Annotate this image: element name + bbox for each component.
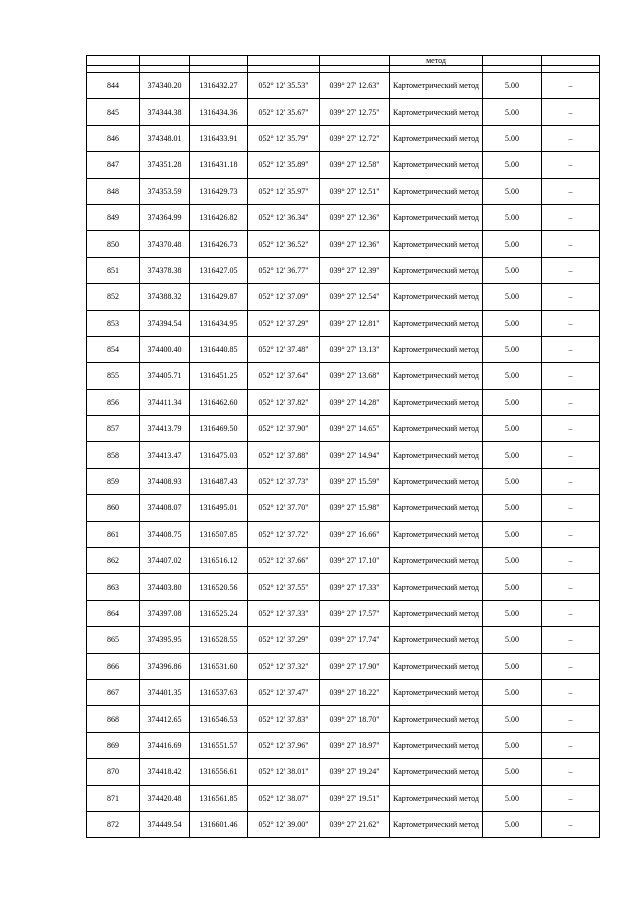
accuracy-cell: 5.00 <box>483 73 542 99</box>
note-cell: – <box>542 178 600 204</box>
method-cell: Картометрический метод <box>390 284 483 310</box>
y-coordinate-cell: 1316426.73 <box>190 231 248 257</box>
point-number-cell: 860 <box>87 495 140 521</box>
longitude-cell: 039° 27' 12.63" <box>320 73 390 99</box>
table-cell <box>320 66 390 73</box>
point-number-cell: 867 <box>87 679 140 705</box>
table-cell <box>542 56 600 66</box>
x-coordinate-cell: 374408.93 <box>140 468 190 494</box>
method-cell: Картометрический метод <box>390 204 483 230</box>
accuracy-cell: 5.00 <box>483 389 542 415</box>
y-coordinate-cell: 1316531.60 <box>190 653 248 679</box>
longitude-cell: 039° 27' 13.68" <box>320 363 390 389</box>
longitude-cell: 039° 27' 17.90" <box>320 653 390 679</box>
table-row <box>87 600 600 626</box>
method-cell-fragment: метод <box>390 56 483 66</box>
note-cell: – <box>542 257 600 283</box>
longitude-cell: 039° 27' 18.70" <box>320 706 390 732</box>
latitude-cell: 052° 12' 37.72" <box>248 521 320 547</box>
note-cell: – <box>542 600 600 626</box>
y-coordinate-cell: 1316556.61 <box>190 759 248 785</box>
y-coordinate-cell: 1316551.57 <box>190 732 248 758</box>
longitude-cell: 039° 27' 21.62" <box>320 811 390 837</box>
latitude-cell: 052° 12' 36.34" <box>248 204 320 230</box>
note-cell: – <box>542 125 600 151</box>
accuracy-cell: 5.00 <box>483 653 542 679</box>
point-number-cell: 847 <box>87 152 140 178</box>
method-cell: Картометрический метод <box>390 759 483 785</box>
latitude-cell: 052° 12' 37.96" <box>248 732 320 758</box>
table-cell <box>390 66 483 73</box>
note-cell: – <box>542 679 600 705</box>
table-row <box>87 99 600 125</box>
table-row <box>87 811 600 837</box>
table-row <box>87 284 600 310</box>
x-coordinate-cell: 374378.38 <box>140 257 190 283</box>
y-coordinate-cell: 1316537.63 <box>190 679 248 705</box>
longitude-cell: 039° 27' 12.54" <box>320 284 390 310</box>
latitude-cell: 052° 12' 39.00" <box>248 811 320 837</box>
y-coordinate-cell: 1316469.50 <box>190 416 248 442</box>
y-coordinate-cell: 1316528.55 <box>190 627 248 653</box>
point-number-cell: 851 <box>87 257 140 283</box>
longitude-cell: 039° 27' 17.33" <box>320 574 390 600</box>
column-number-row <box>87 66 600 73</box>
x-coordinate-cell: 374413.79 <box>140 416 190 442</box>
accuracy-cell: 5.00 <box>483 468 542 494</box>
y-coordinate-cell: 1316440.85 <box>190 336 248 362</box>
x-coordinate-cell: 374418.42 <box>140 759 190 785</box>
y-coordinate-cell: 1316507.85 <box>190 521 248 547</box>
y-coordinate-cell: 1316520.56 <box>190 574 248 600</box>
note-cell: – <box>542 99 600 125</box>
latitude-cell: 052° 12' 37.09" <box>248 284 320 310</box>
note-cell: – <box>542 785 600 811</box>
note-cell: – <box>542 389 600 415</box>
table-cell <box>190 66 248 73</box>
table-row <box>87 178 600 204</box>
y-coordinate-cell: 1316434.95 <box>190 310 248 336</box>
y-coordinate-cell: 1316426.82 <box>190 204 248 230</box>
point-number-cell: 864 <box>87 600 140 626</box>
longitude-cell: 039° 27' 18.97" <box>320 732 390 758</box>
table-cell <box>87 56 140 66</box>
accuracy-cell: 5.00 <box>483 759 542 785</box>
x-coordinate-cell: 374370.48 <box>140 231 190 257</box>
latitude-cell: 052° 12' 37.90" <box>248 416 320 442</box>
point-number-cell: 865 <box>87 627 140 653</box>
method-cell: Картометрический метод <box>390 442 483 468</box>
note-cell: – <box>542 548 600 574</box>
x-coordinate-cell: 374394.54 <box>140 310 190 336</box>
point-number-cell: 863 <box>87 574 140 600</box>
note-cell: – <box>542 442 600 468</box>
point-number-cell: 869 <box>87 732 140 758</box>
accuracy-cell: 5.00 <box>483 363 542 389</box>
note-cell: – <box>542 811 600 837</box>
note-cell: – <box>542 759 600 785</box>
x-coordinate-cell: 374449.54 <box>140 811 190 837</box>
table-row <box>87 257 600 283</box>
table-cell <box>483 66 542 73</box>
method-cell: Картометрический метод <box>390 653 483 679</box>
method-cell: Картометрический метод <box>390 73 483 99</box>
latitude-cell: 052° 12' 37.66" <box>248 548 320 574</box>
latitude-cell: 052° 12' 36.77" <box>248 257 320 283</box>
longitude-cell: 039° 27' 12.58" <box>320 152 390 178</box>
longitude-cell: 039° 27' 16.66" <box>320 521 390 547</box>
y-coordinate-cell: 1316495.01 <box>190 495 248 521</box>
latitude-cell: 052° 12' 35.89" <box>248 152 320 178</box>
table-row <box>87 73 600 99</box>
point-number-cell: 868 <box>87 706 140 732</box>
table-row <box>87 495 600 521</box>
y-coordinate-cell: 1316433.91 <box>190 125 248 151</box>
latitude-cell: 052° 12' 37.83" <box>248 706 320 732</box>
y-coordinate-cell: 1316451.25 <box>190 363 248 389</box>
x-coordinate-cell: 374397.08 <box>140 600 190 626</box>
y-coordinate-cell: 1316601.46 <box>190 811 248 837</box>
point-number-cell: 859 <box>87 468 140 494</box>
accuracy-cell: 5.00 <box>483 178 542 204</box>
table-cell <box>483 56 542 66</box>
accuracy-cell: 5.00 <box>483 706 542 732</box>
latitude-cell: 052° 12' 35.67" <box>248 99 320 125</box>
point-number-cell: 862 <box>87 548 140 574</box>
table-body <box>87 56 600 838</box>
longitude-cell: 039° 27' 14.28" <box>320 389 390 415</box>
table-row <box>87 389 600 415</box>
x-coordinate-cell: 374416.69 <box>140 732 190 758</box>
table-row <box>87 653 600 679</box>
latitude-cell: 052° 12' 37.29" <box>248 310 320 336</box>
method-cell: Картометрический метод <box>390 310 483 336</box>
longitude-cell: 039° 27' 14.94" <box>320 442 390 468</box>
latitude-cell: 052° 12' 37.82" <box>248 389 320 415</box>
table-row <box>87 679 600 705</box>
point-number-cell: 852 <box>87 284 140 310</box>
longitude-cell: 039° 27' 12.72" <box>320 125 390 151</box>
table-row <box>87 706 600 732</box>
method-cell: Картометрический метод <box>390 521 483 547</box>
table-row <box>87 363 600 389</box>
x-coordinate-cell: 374348.01 <box>140 125 190 151</box>
point-number-cell: 858 <box>87 442 140 468</box>
x-coordinate-cell: 374411.34 <box>140 389 190 415</box>
accuracy-cell: 5.00 <box>483 548 542 574</box>
longitude-cell: 039° 27' 13.13" <box>320 336 390 362</box>
accuracy-cell: 5.00 <box>483 125 542 151</box>
accuracy-cell: 5.00 <box>483 257 542 283</box>
table-row <box>87 627 600 653</box>
method-cell: Картометрический метод <box>390 706 483 732</box>
table-row <box>87 574 600 600</box>
accuracy-cell: 5.00 <box>483 679 542 705</box>
point-number-cell: 856 <box>87 389 140 415</box>
note-cell: – <box>542 73 600 99</box>
note-cell: – <box>542 706 600 732</box>
longitude-cell: 039° 27' 12.39" <box>320 257 390 283</box>
x-coordinate-cell: 374401.35 <box>140 679 190 705</box>
point-number-cell: 853 <box>87 310 140 336</box>
x-coordinate-cell: 374351.28 <box>140 152 190 178</box>
latitude-cell: 052° 12' 37.47" <box>248 679 320 705</box>
method-cell: Картометрический метод <box>390 732 483 758</box>
method-cell: Картометрический метод <box>390 363 483 389</box>
method-cell: Картометрический метод <box>390 231 483 257</box>
table-cell <box>140 56 190 66</box>
method-cell: Картометрический метод <box>390 125 483 151</box>
x-coordinate-cell: 374412.65 <box>140 706 190 732</box>
note-cell: – <box>542 310 600 336</box>
longitude-cell: 039° 27' 18.22" <box>320 679 390 705</box>
table-row <box>87 468 600 494</box>
note-cell: – <box>542 627 600 653</box>
accuracy-cell: 5.00 <box>483 204 542 230</box>
method-cell: Картометрический метод <box>390 99 483 125</box>
continuation-row <box>87 56 600 66</box>
note-cell: – <box>542 204 600 230</box>
accuracy-cell: 5.00 <box>483 284 542 310</box>
y-coordinate-cell: 1316429.73 <box>190 178 248 204</box>
x-coordinate-cell: 374420.48 <box>140 785 190 811</box>
table-row <box>87 231 600 257</box>
point-number-cell: 866 <box>87 653 140 679</box>
y-coordinate-cell: 1316431.18 <box>190 152 248 178</box>
longitude-cell: 039° 27' 14.65" <box>320 416 390 442</box>
x-coordinate-cell: 374344.38 <box>140 99 190 125</box>
table-row <box>87 125 600 151</box>
method-cell: Картометрический метод <box>390 548 483 574</box>
point-number-cell: 849 <box>87 204 140 230</box>
longitude-cell: 039° 27' 15.98" <box>320 495 390 521</box>
table-row <box>87 204 600 230</box>
longitude-cell: 039° 27' 17.74" <box>320 627 390 653</box>
point-number-cell: 855 <box>87 363 140 389</box>
table-row <box>87 442 600 468</box>
note-cell: – <box>542 152 600 178</box>
longitude-cell: 039° 27' 17.10" <box>320 548 390 574</box>
y-coordinate-cell: 1316432.27 <box>190 73 248 99</box>
point-number-cell: 870 <box>87 759 140 785</box>
y-coordinate-cell: 1316487.43 <box>190 468 248 494</box>
longitude-cell: 039° 27' 12.36" <box>320 204 390 230</box>
y-coordinate-cell: 1316475.03 <box>190 442 248 468</box>
y-coordinate-cell: 1316429.87 <box>190 284 248 310</box>
point-number-cell: 846 <box>87 125 140 151</box>
x-coordinate-cell: 374407.02 <box>140 548 190 574</box>
latitude-cell: 052° 12' 37.32" <box>248 653 320 679</box>
latitude-cell: 052° 12' 37.48" <box>248 336 320 362</box>
latitude-cell: 052° 12' 35.53" <box>248 73 320 99</box>
point-number-cell: 850 <box>87 231 140 257</box>
method-cell: Картометрический метод <box>390 416 483 442</box>
method-cell: Картометрический метод <box>390 468 483 494</box>
x-coordinate-cell: 374400.40 <box>140 336 190 362</box>
note-cell: – <box>542 653 600 679</box>
accuracy-cell: 5.00 <box>483 99 542 125</box>
method-cell: Картометрический метод <box>390 178 483 204</box>
latitude-cell: 052° 12' 37.33" <box>248 600 320 626</box>
method-cell: Картометрический метод <box>390 679 483 705</box>
note-cell: – <box>542 336 600 362</box>
note-cell: – <box>542 468 600 494</box>
latitude-cell: 052° 12' 37.55" <box>248 574 320 600</box>
latitude-cell: 052° 12' 37.73" <box>248 468 320 494</box>
point-number-cell: 845 <box>87 99 140 125</box>
table-row <box>87 732 600 758</box>
y-coordinate-cell: 1316546.53 <box>190 706 248 732</box>
y-coordinate-cell: 1316462.60 <box>190 389 248 415</box>
x-coordinate-cell: 374408.07 <box>140 495 190 521</box>
accuracy-cell: 5.00 <box>483 811 542 837</box>
table-cell <box>248 56 320 66</box>
x-coordinate-cell: 374364.99 <box>140 204 190 230</box>
x-coordinate-cell: 374388.32 <box>140 284 190 310</box>
point-number-cell: 854 <box>87 336 140 362</box>
point-number-cell: 861 <box>87 521 140 547</box>
latitude-cell: 052° 12' 37.88" <box>248 442 320 468</box>
longitude-cell: 039° 27' 19.51" <box>320 785 390 811</box>
method-cell: Картометрический метод <box>390 257 483 283</box>
note-cell: – <box>542 363 600 389</box>
longitude-cell: 039° 27' 17.57" <box>320 600 390 626</box>
method-cell: Картометрический метод <box>390 336 483 362</box>
table-cell <box>320 56 390 66</box>
accuracy-cell: 5.00 <box>483 152 542 178</box>
y-coordinate-cell: 1316525.24 <box>190 600 248 626</box>
longitude-cell: 039° 27' 12.75" <box>320 99 390 125</box>
latitude-cell: 052° 12' 38.07" <box>248 785 320 811</box>
table-row <box>87 310 600 336</box>
accuracy-cell: 5.00 <box>483 231 542 257</box>
y-coordinate-cell: 1316427.05 <box>190 257 248 283</box>
y-coordinate-cell: 1316434.36 <box>190 99 248 125</box>
table-row <box>87 759 600 785</box>
table-row <box>87 548 600 574</box>
table-row <box>87 152 600 178</box>
point-number-cell: 844 <box>87 73 140 99</box>
method-cell: Картометрический метод <box>390 495 483 521</box>
x-coordinate-cell: 374340.20 <box>140 73 190 99</box>
accuracy-cell: 5.00 <box>483 785 542 811</box>
y-coordinate-cell: 1316561.85 <box>190 785 248 811</box>
coordinates-table <box>86 55 600 838</box>
accuracy-cell: 5.00 <box>483 416 542 442</box>
method-cell: Картометрический метод <box>390 152 483 178</box>
accuracy-cell: 5.00 <box>483 732 542 758</box>
note-cell: – <box>542 284 600 310</box>
table-row <box>87 521 600 547</box>
accuracy-cell: 5.00 <box>483 442 542 468</box>
x-coordinate-cell: 374408.75 <box>140 521 190 547</box>
x-coordinate-cell: 374413.47 <box>140 442 190 468</box>
longitude-cell: 039° 27' 19.24" <box>320 759 390 785</box>
method-cell: Картометрический метод <box>390 811 483 837</box>
table-cell <box>140 66 190 73</box>
latitude-cell: 052° 12' 35.79" <box>248 125 320 151</box>
longitude-cell: 039° 27' 12.81" <box>320 310 390 336</box>
latitude-cell: 052° 12' 37.70" <box>248 495 320 521</box>
point-number-cell: 872 <box>87 811 140 837</box>
note-cell: – <box>542 495 600 521</box>
accuracy-cell: 5.00 <box>483 310 542 336</box>
method-cell: Картометрический метод <box>390 785 483 811</box>
longitude-cell: 039° 27' 12.51" <box>320 178 390 204</box>
note-cell: – <box>542 416 600 442</box>
accuracy-cell: 5.00 <box>483 495 542 521</box>
method-cell: Картометрический метод <box>390 600 483 626</box>
table-cell <box>542 66 600 73</box>
accuracy-cell: 5.00 <box>483 627 542 653</box>
latitude-cell: 052° 12' 35.97" <box>248 178 320 204</box>
x-coordinate-cell: 374396.86 <box>140 653 190 679</box>
latitude-cell: 052° 12' 36.52" <box>248 231 320 257</box>
table-cell <box>87 66 140 73</box>
accuracy-cell: 5.00 <box>483 336 542 362</box>
method-cell: Картометрический метод <box>390 627 483 653</box>
accuracy-cell: 5.00 <box>483 521 542 547</box>
note-cell: – <box>542 231 600 257</box>
x-coordinate-cell: 374395.95 <box>140 627 190 653</box>
latitude-cell: 052° 12' 37.64" <box>248 363 320 389</box>
point-number-cell: 857 <box>87 416 140 442</box>
note-cell: – <box>542 521 600 547</box>
x-coordinate-cell: 374403.80 <box>140 574 190 600</box>
table-row <box>87 336 600 362</box>
accuracy-cell: 5.00 <box>483 600 542 626</box>
longitude-cell: 039° 27' 12.36" <box>320 231 390 257</box>
table-row <box>87 416 600 442</box>
longitude-cell: 039° 27' 15.59" <box>320 468 390 494</box>
x-coordinate-cell: 374405.71 <box>140 363 190 389</box>
table-cell <box>248 66 320 73</box>
latitude-cell: 052° 12' 37.29" <box>248 627 320 653</box>
latitude-cell: 052° 12' 38.01" <box>248 759 320 785</box>
note-cell: – <box>542 732 600 758</box>
method-cell: Картометрический метод <box>390 389 483 415</box>
point-number-cell: 871 <box>87 785 140 811</box>
x-coordinate-cell: 374353.59 <box>140 178 190 204</box>
note-cell: – <box>542 574 600 600</box>
method-cell: Картометрический метод <box>390 574 483 600</box>
y-coordinate-cell: 1316516.12 <box>190 548 248 574</box>
point-number-cell: 848 <box>87 178 140 204</box>
table-row <box>87 785 600 811</box>
accuracy-cell: 5.00 <box>483 574 542 600</box>
table-cell <box>190 56 248 66</box>
